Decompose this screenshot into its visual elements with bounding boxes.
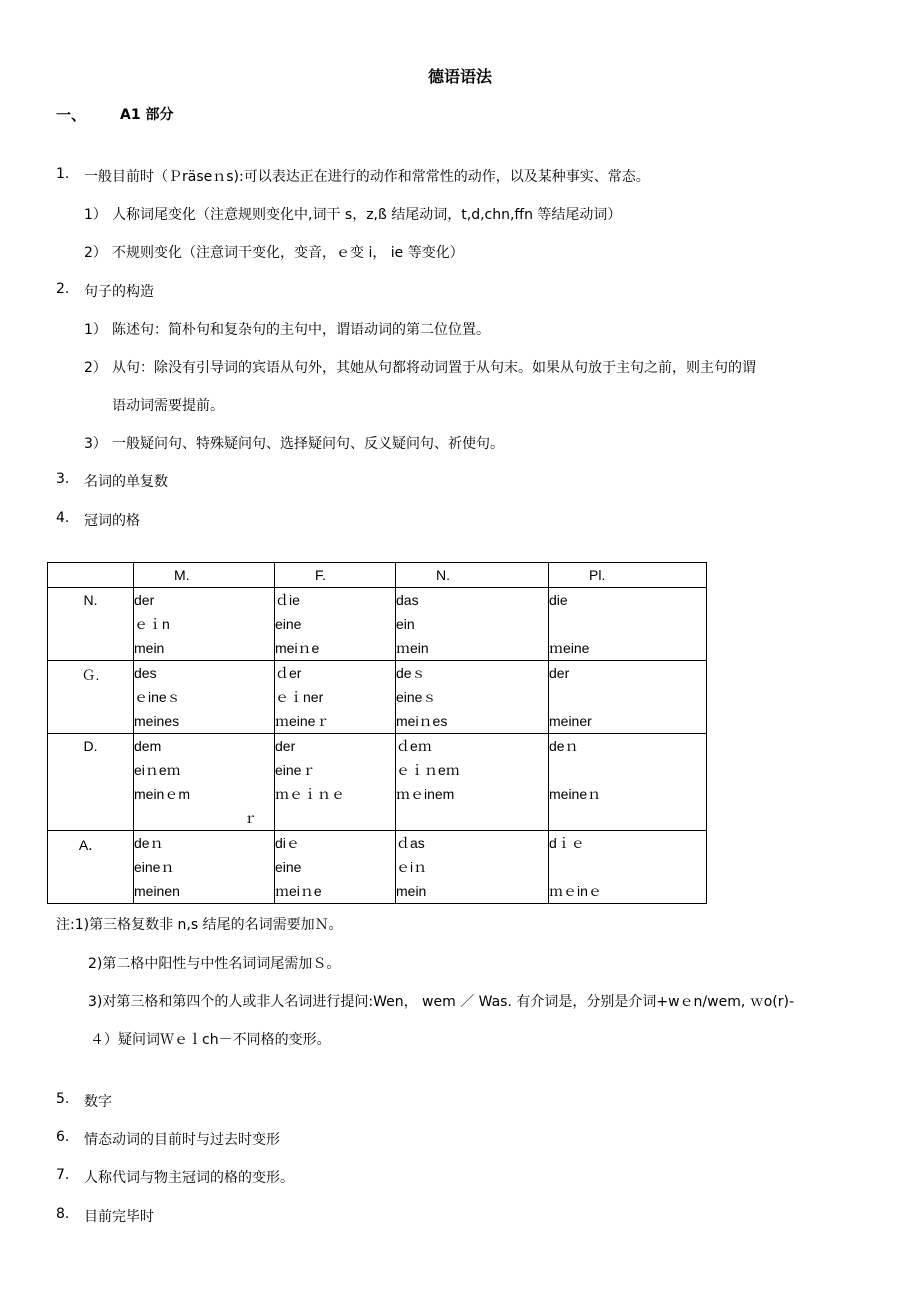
item-number: 1. — [56, 166, 70, 182]
table-cell — [134, 831, 275, 904]
article-form: meiｎe — [275, 640, 320, 656]
section-number: 一、 — [56, 106, 87, 124]
table-cell — [275, 661, 396, 734]
article-form: ｍｅｉｎｅ — [275, 786, 345, 802]
table-header-row — [48, 563, 707, 588]
article-form: ｅｉn — [134, 616, 170, 632]
table-cell — [549, 734, 707, 831]
subitem-text-continued: 语动词需要提前。 — [112, 398, 224, 414]
header-neuter: N. — [396, 563, 549, 588]
article-form: dｉｅ — [549, 835, 585, 851]
article-form: mein — [134, 640, 165, 656]
article-case-table — [47, 562, 707, 904]
article-form: ｄas — [396, 835, 425, 851]
table-cell — [396, 831, 549, 904]
subitem-number: 1） — [84, 207, 107, 223]
section-title: A1 部分 — [120, 107, 174, 123]
article-form: des — [134, 665, 157, 681]
article-form: die — [549, 592, 568, 608]
article-form: eine — [275, 859, 302, 875]
article-form: ein — [396, 616, 415, 632]
item-number: 4. — [56, 510, 70, 526]
article-form: ｍeine — [549, 640, 590, 656]
article-form: deｎ — [134, 835, 164, 851]
table-cell — [396, 588, 549, 661]
article-form: dem — [134, 738, 162, 754]
subitem-number: 1） — [84, 322, 107, 338]
case-label: A． — [48, 831, 134, 904]
article-form: ｄer — [275, 665, 302, 681]
article-form: der — [275, 738, 296, 754]
article-form: der — [549, 665, 570, 681]
article-form-empty — [549, 685, 706, 709]
article-form-empty — [549, 758, 706, 782]
article-form: eine — [275, 616, 302, 632]
article-form: ｅineｓ — [134, 689, 181, 705]
table-cell — [396, 661, 549, 734]
article-form: diｅ — [275, 835, 300, 851]
item-number: 6. — [56, 1129, 70, 1145]
article-form: meinen — [134, 883, 180, 899]
table-cell — [549, 831, 707, 904]
subitem-text: 不规则变化（注意词干变化，变音，ｅ变 i， ie 等变化） — [112, 245, 464, 261]
article-form: eineｓ — [396, 689, 437, 705]
article-form: eiｎeｍ — [134, 762, 181, 778]
note-2: 2)第二格中阳性与中性名词词尾需加Ｓ。 — [88, 956, 341, 972]
item-number: 5. — [56, 1091, 70, 1107]
table-row — [48, 588, 707, 661]
article-form: ｄie — [275, 592, 300, 608]
article-form: ｅｉｎeｍ — [396, 762, 460, 778]
article-form: ｍeineｒ — [275, 713, 330, 729]
article-form: ｅｉner — [275, 689, 324, 705]
table-cell — [549, 661, 707, 734]
table-row — [48, 831, 707, 904]
case-label: D. — [48, 734, 134, 831]
subitem-text: 人称词尾变化（注意规则变化中,词干 s，z,ß 结尾动词，t,d,chn,ffn 等结尾动词） — [112, 207, 622, 223]
note-3: 3)对第三格和第四个的人或非人名词进行提问:Wen， wem ／ Was. 有介词是，分别是介词+wｅn/wem, ｗo(r)- — [88, 994, 795, 1010]
subitem-number: 2） — [84, 360, 107, 376]
article-form: eineｒ — [275, 762, 316, 778]
note-1: 注:1)第三格复数非 n,s 结尾的名词需要加Ｎ。 — [56, 917, 343, 933]
article-form: ｄeｍ — [396, 738, 432, 754]
item-text: 一般目前时（Ｐräseｎs):可以表达正在进行的动作和常常性的动作，以及某种事实、常态。 — [84, 169, 650, 185]
article-form: ｅiｎ — [396, 859, 428, 875]
item-text: 数字 — [84, 1094, 112, 1110]
article-form: ｍein — [396, 640, 429, 656]
article-form: das — [396, 592, 419, 608]
table-cell — [134, 588, 275, 661]
article-form-wrap: ｒ — [243, 810, 257, 826]
article-form: ｍｅinem — [396, 786, 455, 802]
article-form: der — [134, 592, 155, 608]
page-title: 德语语法 — [427, 67, 492, 86]
header-masculine: M. — [134, 563, 275, 588]
table-cell — [275, 831, 396, 904]
table-corner-cell — [48, 563, 134, 588]
article-form: ｍeiｎe — [275, 883, 322, 899]
table-cell — [134, 661, 275, 734]
article-form: meiｎes — [396, 713, 448, 729]
article-form: deｓ — [396, 665, 426, 681]
item-text: 名词的单复数 — [84, 474, 168, 490]
subitem-number: 2） — [84, 245, 107, 261]
article-form: ｍｅinｅ — [549, 883, 602, 899]
subitem-text: 一般疑问句、特殊疑问句、选择疑问句、反义疑问句、祈使句。 — [112, 436, 504, 452]
item-text: 情态动词的目前时与过去时变形 — [84, 1132, 280, 1148]
article-form: eineｎ — [134, 859, 175, 875]
subitem-text: 陈述句：简朴句和复杂句的主句中，谓语动词的第二位位置。 — [112, 322, 490, 338]
header-plural: Pl. — [549, 563, 707, 588]
header-feminine: F. — [275, 563, 396, 588]
item-number: 7. — [56, 1167, 70, 1183]
article-form-empty — [549, 612, 706, 636]
article-form: meinｅm — [134, 786, 191, 802]
item-text: 句子的构造 — [84, 284, 154, 300]
case-label: Ｇ. — [48, 661, 134, 734]
table-cell — [243, 734, 396, 831]
table-row — [48, 661, 707, 734]
item-number: 2. — [56, 281, 70, 297]
article-form: meines — [134, 713, 180, 729]
subitem-text: 从句：除没有引导词的宾语从句外，其她从句都将动词置于从句末。如果从句放于主句之前，则主句的谓 — [112, 360, 756, 376]
case-label: N. — [48, 588, 134, 661]
note-4: ４）疑问词Ｗｅｌch－不同格的变形。 — [90, 1032, 331, 1048]
item-text: 冠词的格 — [84, 513, 140, 529]
article-form: deｎ — [549, 738, 579, 754]
table-row — [48, 734, 707, 831]
item-text: 人称代词与物主冠词的格的变形。 — [84, 1170, 294, 1186]
article-form: meiner — [549, 713, 592, 729]
table-cell — [549, 588, 707, 661]
table-cell — [396, 734, 549, 831]
article-form: mein — [396, 883, 427, 899]
article-form-empty — [549, 855, 706, 879]
item-number: 3. — [56, 471, 70, 487]
subitem-number: 3） — [84, 436, 107, 452]
item-number: 8. — [56, 1206, 70, 1222]
item-text: 目前完毕时 — [84, 1209, 154, 1225]
article-form: meineｎ — [549, 786, 602, 802]
table-cell — [275, 588, 396, 661]
